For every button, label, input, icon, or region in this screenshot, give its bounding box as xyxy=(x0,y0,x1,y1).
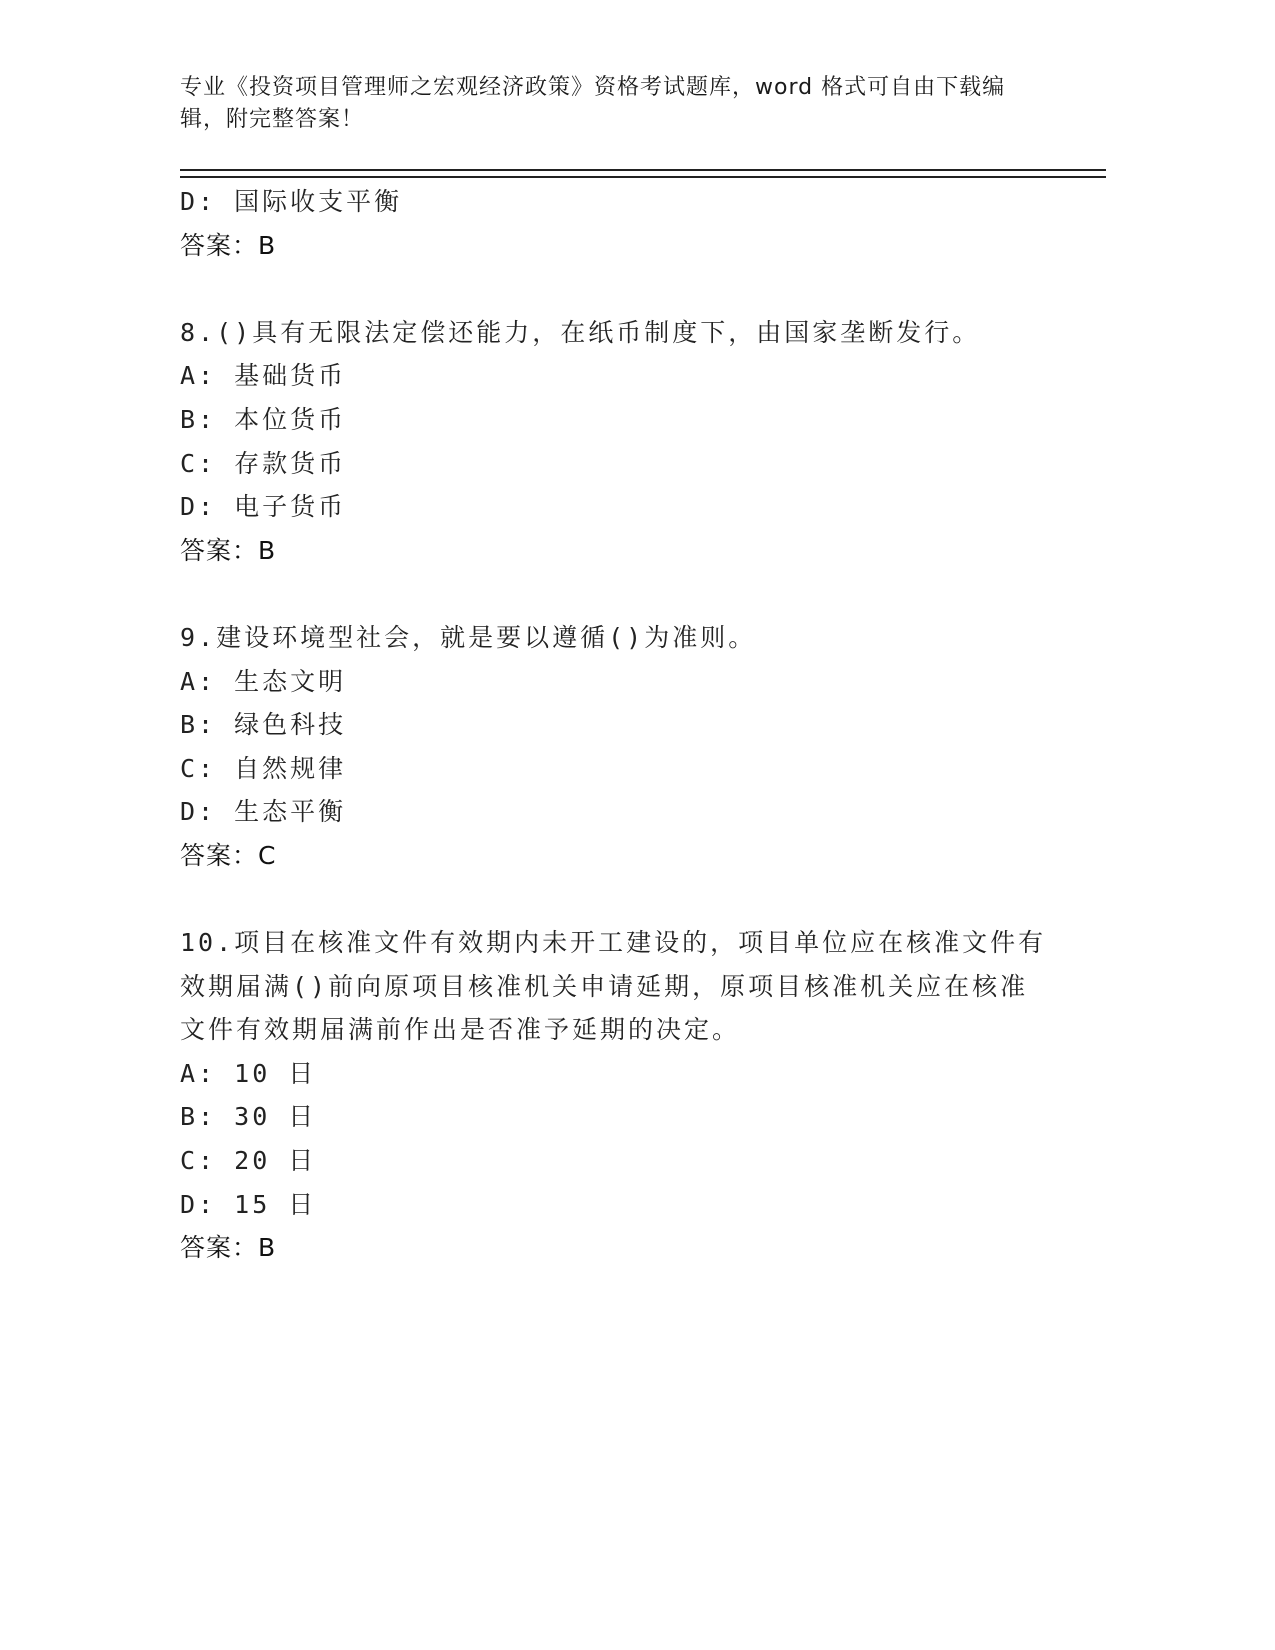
answer-line: 答案：C xyxy=(180,840,277,870)
option-b: B: 绿色科技 xyxy=(180,710,347,740)
header-line-1: 专业《投资项目管理师之宏观经济政策》资格考试题库，word 格式可自由下载编 xyxy=(180,75,1006,100)
question-10 xyxy=(180,921,1060,1270)
header-divider-bottom xyxy=(180,176,1106,178)
stem-line: 效期届满()前向原项目核准机关申请延期，原项目核准机关应在核准 xyxy=(180,971,1029,1001)
question-stem xyxy=(180,616,1060,660)
option-d: D: 生态平衡 xyxy=(180,797,347,827)
option-a: A: 10 日 xyxy=(180,1058,317,1088)
option-c: C: 自然规律 xyxy=(180,753,347,783)
question-8 xyxy=(180,311,1060,573)
stem-line: 文件有效期届满前作出是否准予延期的决定。 xyxy=(180,1015,741,1045)
header-divider-top xyxy=(180,169,1106,171)
spacer xyxy=(180,267,1060,311)
answer-line: 答案：B xyxy=(180,230,277,260)
question-list xyxy=(180,180,1060,1270)
option-b: B: 本位货币 xyxy=(180,404,347,434)
question-stem xyxy=(180,311,1060,355)
header-line-2: 辑，附完整答案！ xyxy=(180,107,365,132)
option-d: D: 15 日 xyxy=(180,1189,317,1219)
document-header xyxy=(180,72,1040,136)
question-stem xyxy=(180,921,1060,1052)
option-c: C: 20 日 xyxy=(180,1146,317,1176)
option-d: D: 国际收支平衡 xyxy=(180,187,403,216)
stem-line: 10.项目在核准文件有效期内未开工建设的，项目单位应在核准文件有 xyxy=(180,928,1047,958)
spacer xyxy=(180,878,1060,922)
option-b: B: 30 日 xyxy=(180,1102,317,1132)
stem-line: 8.()具有无限法定偿还能力，在纸币制度下，由国家垄断发行。 xyxy=(180,317,981,347)
question-9 xyxy=(180,616,1060,878)
option-c: C: 存款货币 xyxy=(180,448,347,478)
stem-line: 9.建设环境型社会，就是要以遵循()为准则。 xyxy=(180,622,757,652)
answer-line: 答案：B xyxy=(180,1233,277,1263)
option-a: A: 生态文明 xyxy=(180,666,347,696)
answer-line: 答案：B xyxy=(180,535,277,565)
spacer xyxy=(180,572,1060,616)
option-d: D: 电子货币 xyxy=(180,492,347,522)
option-a: A: 基础货币 xyxy=(180,361,347,391)
